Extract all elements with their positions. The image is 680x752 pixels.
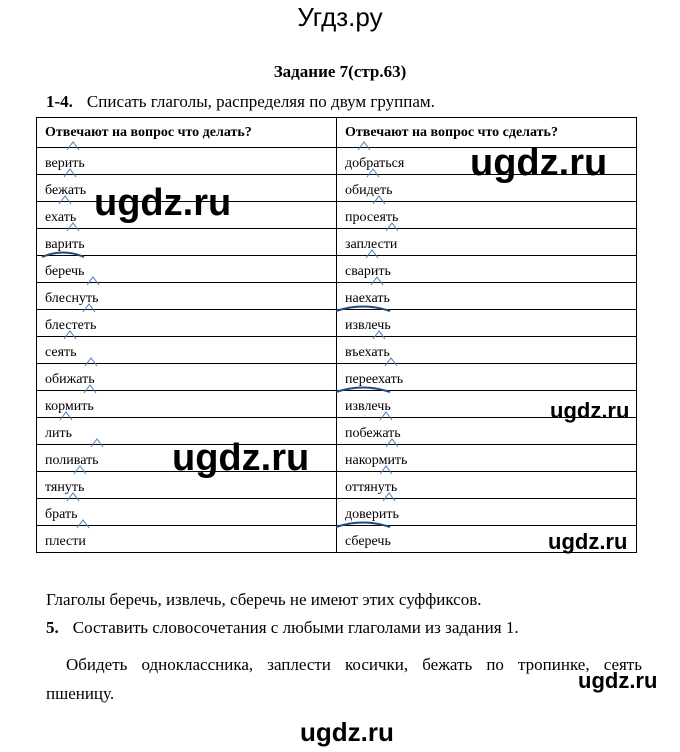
verb-cell	[37, 526, 337, 553]
verb-cell	[337, 202, 637, 229]
suffix-mark-icon	[365, 249, 379, 259]
suffix-mark-icon	[76, 519, 90, 529]
verb-text: кормить	[45, 399, 94, 414]
verb-cell	[37, 391, 337, 418]
verb-text: въехать	[345, 345, 390, 360]
verb-text: сварить	[345, 264, 391, 279]
verb-text: лить	[45, 426, 72, 441]
suffix-mark-icon	[357, 141, 371, 151]
suffix-mark-icon	[66, 141, 80, 151]
verb-text: ехать	[45, 210, 77, 225]
verb-cell	[37, 310, 337, 337]
verb-text: тянуть	[45, 480, 85, 495]
header-perfective: Отвечают на вопрос что сделать?	[337, 118, 637, 148]
verb-text: переехать	[345, 372, 404, 387]
watermark: ugdz.ru	[470, 142, 608, 184]
suffix-mark-icon	[66, 492, 80, 502]
verb-text: бежать	[45, 183, 87, 198]
table-row	[37, 391, 637, 418]
verb-text: доверить	[345, 507, 399, 522]
watermark: ugdz.ru	[578, 668, 658, 693]
verb-text: добраться	[345, 156, 405, 171]
task5	[46, 618, 519, 638]
instruction-text: Списать глаголы, распределяя по двум группам.	[86, 92, 435, 111]
verb-text: верить	[45, 156, 85, 171]
ending-arc-icon	[334, 520, 392, 528]
suffix-mark-icon	[90, 438, 104, 448]
suffix-mark-icon	[58, 195, 72, 205]
verb-cell	[37, 148, 337, 175]
ending-arc-icon	[40, 250, 86, 258]
verb-text: поливать	[45, 453, 99, 468]
verb-text: сеять	[45, 345, 77, 360]
table-row	[37, 310, 637, 337]
verb-text: извлечь	[345, 318, 391, 333]
verb-text: варить	[45, 237, 85, 252]
instruction	[46, 92, 435, 112]
verb-text: блеснуть	[45, 291, 99, 306]
suffix-mark-icon	[379, 465, 393, 475]
suffix-mark-icon	[385, 222, 399, 232]
suffix-mark-icon	[382, 492, 396, 502]
header-imperfective: Отвечают на вопрос что делать?	[37, 118, 337, 148]
suffix-mark-icon	[370, 276, 384, 286]
verb-text: брать	[45, 507, 78, 522]
suffix-mark-icon	[372, 330, 386, 340]
suffix-mark-icon	[63, 168, 77, 178]
table-row	[37, 337, 637, 364]
verb-text: обидеть	[345, 183, 393, 198]
suffix-mark-icon	[86, 276, 100, 286]
watermark: ugdz.ru	[548, 529, 628, 554]
suffix-mark-icon	[384, 357, 398, 367]
note-text: Глаголы беречь, извлечь, сберечь не имеют этих суффиксов.	[46, 590, 482, 609]
table-row	[37, 445, 637, 472]
suffix-mark-icon	[73, 465, 87, 475]
verb-text: обижать	[45, 372, 95, 387]
table-row	[37, 472, 637, 499]
task5-text: Составить словосочетания с любыми глаголами из задания 1.	[72, 618, 519, 637]
verb-cell	[37, 337, 337, 364]
verb-cell	[37, 256, 337, 283]
example-answer: Обидеть одноклассника, заплести косички, бежать по тропинке, сеять пшеницу.	[46, 655, 642, 703]
verb-text: побежать	[345, 426, 401, 441]
table-row	[37, 229, 637, 256]
verb-text: накормить	[345, 453, 408, 468]
verb-text: оттянуть	[345, 480, 398, 495]
ending-arc-icon	[334, 304, 392, 312]
suffix-mark-icon	[82, 303, 96, 313]
verb-text: блестеть	[45, 318, 97, 333]
verb-cell	[337, 229, 637, 256]
suffix-mark-icon	[63, 330, 77, 340]
suffix-mark-icon	[379, 411, 393, 421]
table-row	[37, 526, 637, 553]
verb-text: сберечь	[345, 534, 391, 549]
verb-text: наехать	[345, 291, 390, 306]
verb-cell	[37, 364, 337, 391]
task5-number: 5.	[46, 618, 59, 637]
verb-text: беречь	[45, 264, 85, 279]
watermark: ugdz.ru	[300, 717, 394, 747]
suffix-mark-icon	[84, 357, 98, 367]
suffix-mark-icon	[385, 438, 399, 448]
suffix-mark-icon	[366, 168, 380, 178]
suffix-mark-icon	[83, 384, 97, 394]
instruction-number: 1-4.	[46, 92, 73, 111]
watermark: ugdz.ru	[94, 182, 232, 224]
verb-text: просеять	[345, 210, 399, 225]
suffix-mark-icon	[59, 411, 73, 421]
verb-text: заплести	[345, 237, 398, 252]
verb-text: извлечь	[345, 399, 391, 414]
table-row	[37, 418, 637, 445]
table-row	[37, 256, 637, 283]
watermark: ugdz.ru	[550, 398, 630, 423]
verb-text: плести	[45, 534, 86, 549]
site-title: Угдз.ру	[297, 2, 383, 32]
watermark: ugdz.ru	[172, 437, 310, 479]
ending-arc-icon	[334, 385, 392, 393]
suffix-mark-icon	[372, 195, 386, 205]
suffix-mark-icon	[66, 222, 80, 232]
verb-cell	[337, 337, 637, 364]
task-title: Задание 7(стр.63)	[273, 62, 407, 81]
